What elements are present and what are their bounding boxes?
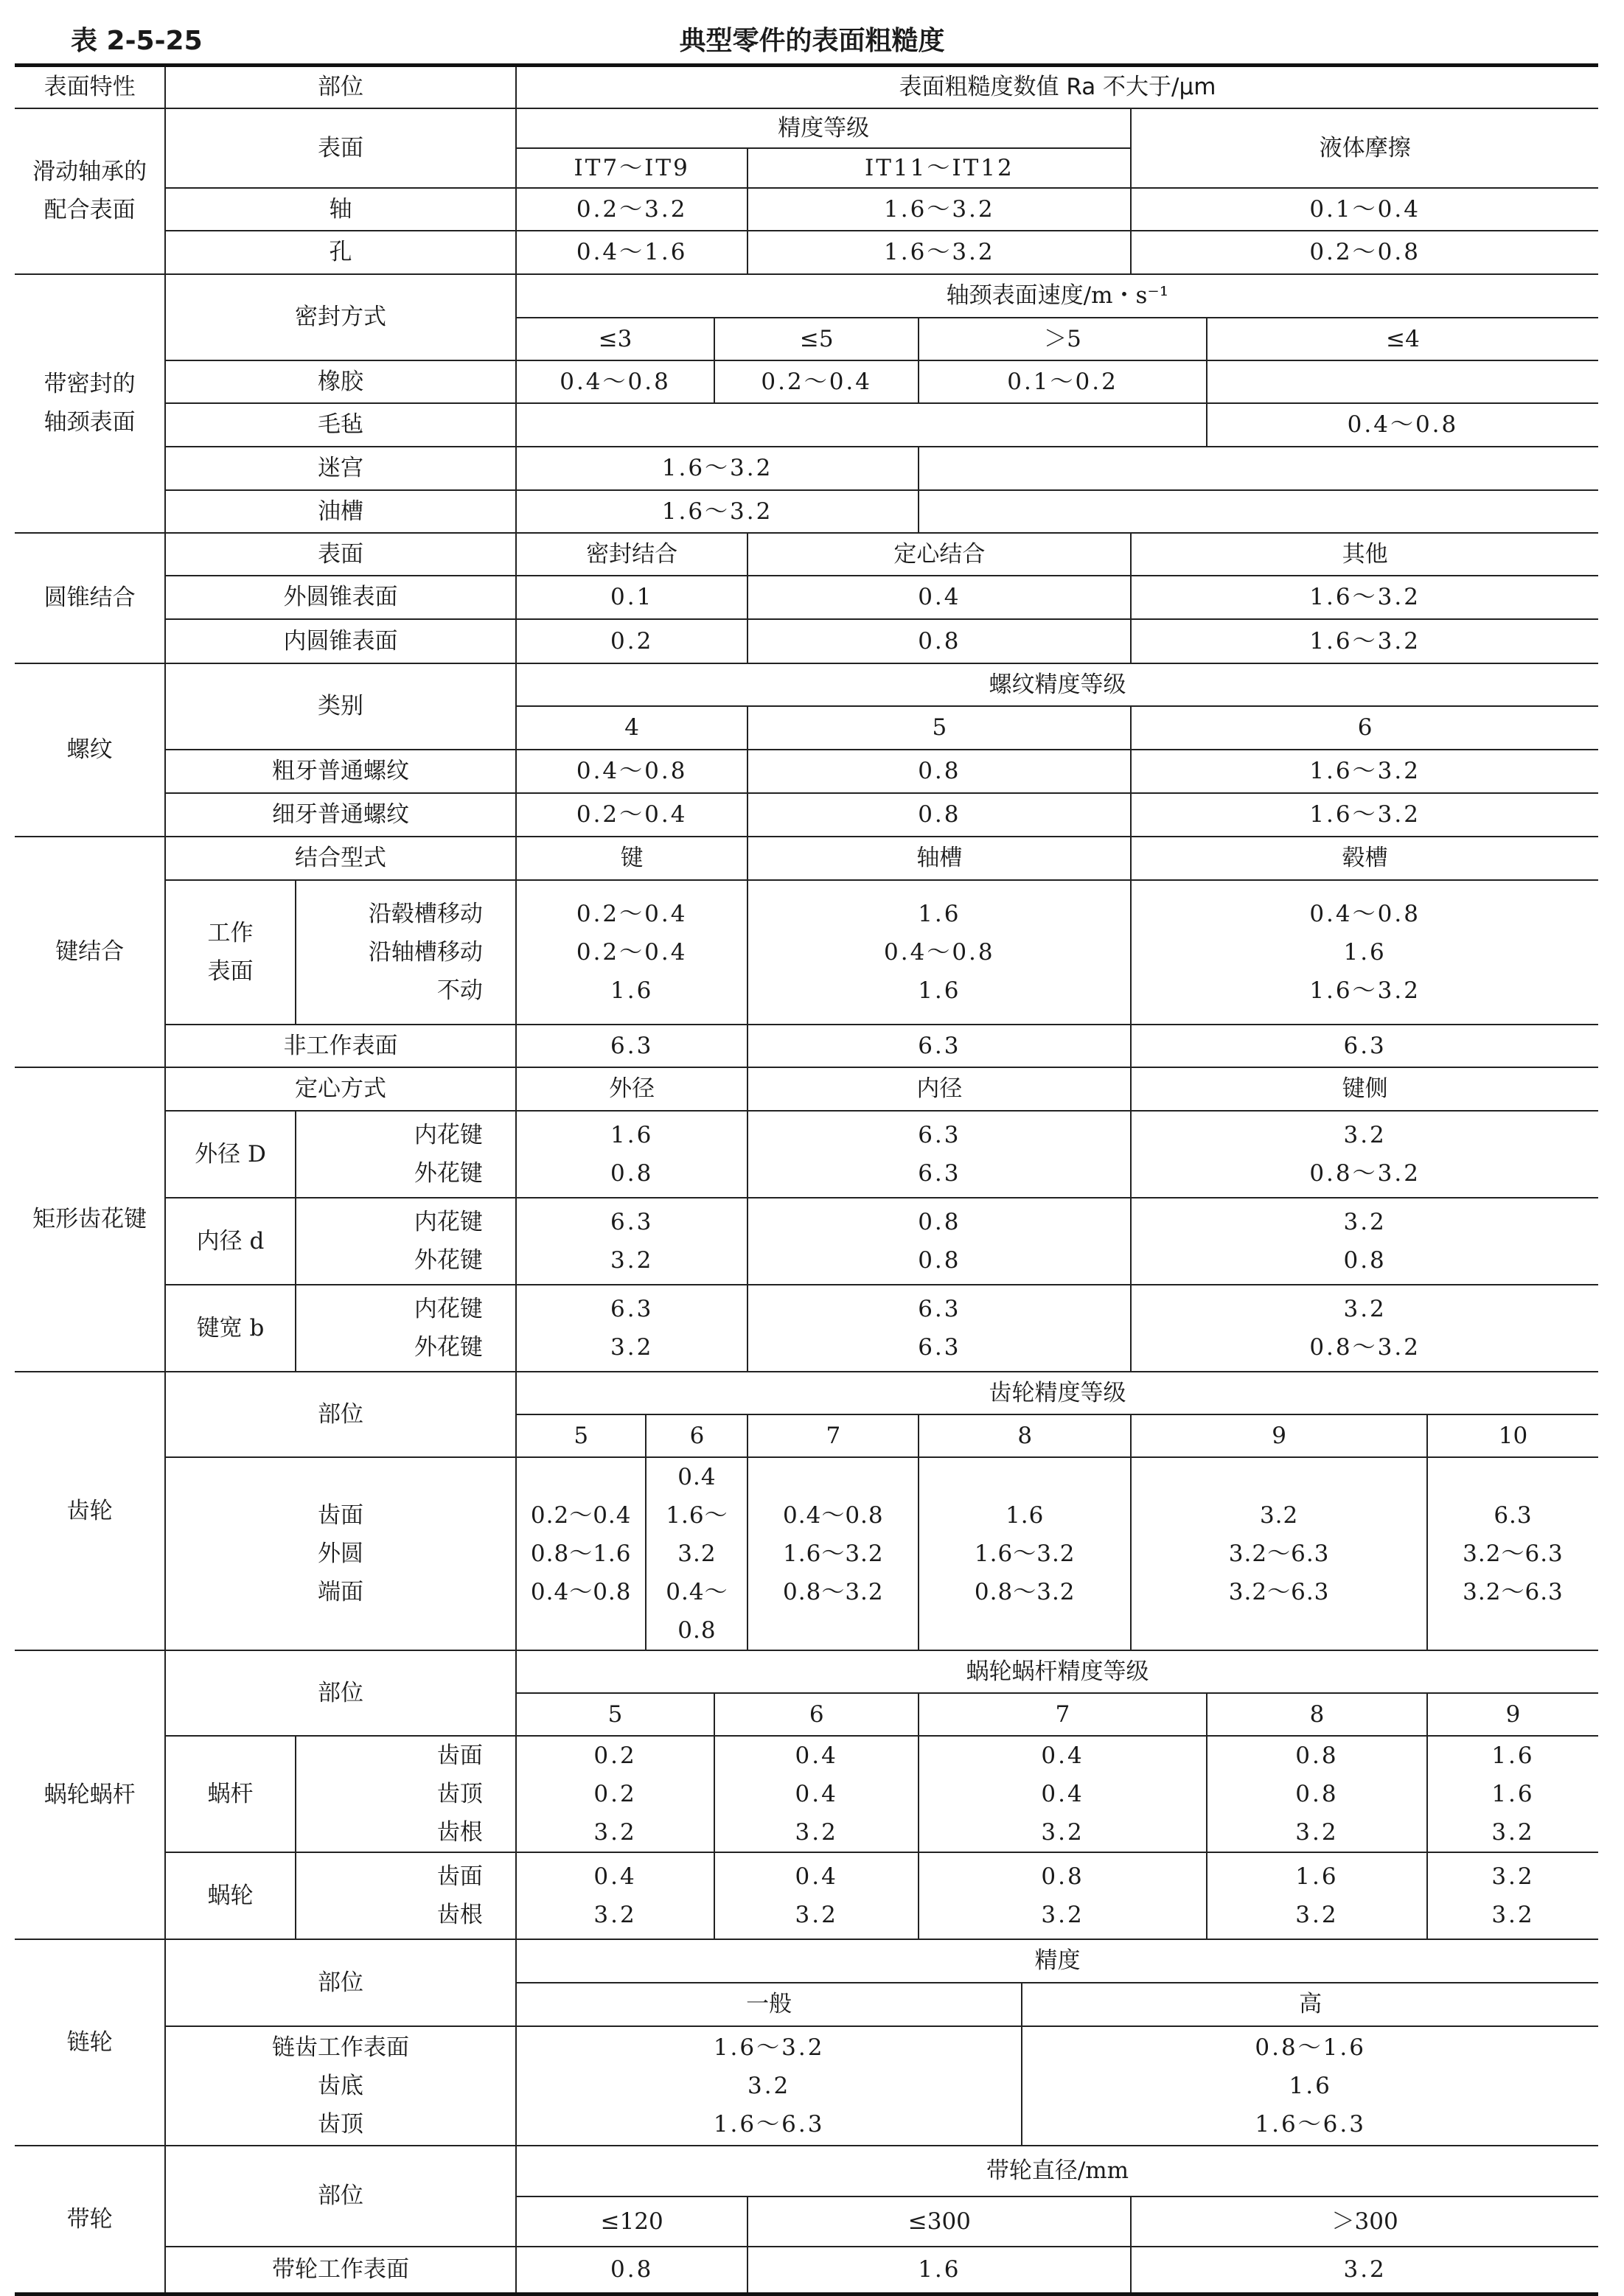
row-label: 橡胶 [165, 360, 516, 403]
table-row [15, 1736, 1598, 1852]
col-header: 轴槽 [747, 837, 1131, 880]
value-cell: 0.8 0.8 [747, 1198, 1131, 1285]
value-cell: 0.2 [516, 619, 748, 663]
col-header: 5 [516, 1693, 714, 1736]
row-label: 部位 [165, 1372, 516, 1457]
value-cell: 1.6～3.2 [1131, 576, 1598, 619]
row-label: 细牙普通螺纹 [165, 793, 516, 837]
category-pulley: 带轮 [15, 2146, 165, 2295]
col-header: 轴颈表面速度/m・s⁻¹ [516, 274, 1598, 318]
value-cell: 1.6～3.2 [1131, 793, 1598, 837]
table-row [15, 2026, 1598, 2146]
value-cell: 1.6～3.2 [1131, 750, 1598, 793]
value-cell: 0.4～1.6 [516, 231, 748, 274]
table-row [15, 1285, 1598, 1372]
value-cell: 0.4～0.8 1.6 1.6～3.2 [1131, 880, 1598, 1025]
value-cell: 0.8 [747, 750, 1131, 793]
col-header: 5 [516, 1414, 647, 1457]
value-cell: 0.4 1.6～3.2 0.4～0.8 [646, 1457, 747, 1650]
row-label: 孔 [165, 231, 516, 274]
table-row [15, 1198, 1598, 1285]
row-label: 结合型式 [165, 837, 516, 880]
table-row [15, 403, 1598, 447]
header-row [15, 66, 1598, 108]
category-thread: 螺纹 [15, 663, 165, 837]
empty-cell [1207, 360, 1598, 403]
value-cell: 6.3 [516, 1025, 748, 1067]
value-cell: 6.3 [1131, 1025, 1598, 1067]
value-cell: 3.2 3.2～6.3 3.2～6.3 [1131, 1457, 1427, 1650]
value-cell: 3.2 0.8～3.2 [1131, 1111, 1598, 1198]
col-header: IT11～IT12 [747, 148, 1131, 188]
col-header: ≤120 [516, 2196, 748, 2247]
col-header: 6 [646, 1414, 747, 1457]
row-label: 链齿工作表面 齿底 齿顶 [165, 2026, 516, 2146]
row-label: 部位 [165, 1650, 516, 1736]
table-row [15, 447, 1598, 490]
row-label: 齿面 外圆 端面 [165, 1457, 516, 1650]
header-roughness: 表面粗糙度数值 Ra 不大于/μm [516, 66, 1598, 108]
category-sliding-bearing: 滑动轴承的 配合表面 [15, 108, 165, 274]
col-header: 螺纹精度等级 [516, 663, 1598, 706]
table-row [15, 2247, 1598, 2295]
empty-cell [919, 447, 1598, 490]
row-label: 部位 [165, 2146, 516, 2247]
table-title: 典型零件的表面粗糙度 [679, 26, 945, 56]
col-header: 8 [919, 1414, 1131, 1457]
col-header: ＞300 [1131, 2196, 1598, 2247]
empty-cell [919, 490, 1598, 533]
value-cell: 0.2～0.4 [516, 793, 748, 837]
table-row [15, 1457, 1598, 1650]
value-cell: 0.2～3.2 [516, 188, 748, 231]
col-header: ≤5 [714, 318, 919, 360]
value-cell: 0.4～0.8 [1207, 403, 1598, 447]
col-header: ＞5 [919, 318, 1207, 360]
row-label: 蜗轮 [165, 1852, 296, 1939]
row-label: 内圆锥表面 [165, 619, 516, 663]
table-row [15, 490, 1598, 533]
table-row [15, 576, 1598, 619]
row-label: 粗牙普通螺纹 [165, 750, 516, 793]
header-part: 部位 [165, 66, 516, 108]
table-row [15, 188, 1598, 231]
empty-cell [516, 403, 1207, 447]
value-cell: 1.6～3.2 [747, 188, 1131, 231]
row-label: 非工作表面 [165, 1025, 516, 1067]
table-row [15, 1939, 1598, 1983]
value-cell: 1.6～3.2 [516, 447, 919, 490]
table-row [15, 750, 1598, 793]
col-header: 齿轮精度等级 [516, 1372, 1598, 1414]
col-header: 蜗轮蜗杆精度等级 [516, 1650, 1598, 1693]
table-row [15, 231, 1598, 274]
table-row [15, 619, 1598, 663]
row-label: 内花键 外花键 [296, 1111, 516, 1198]
value-cell: 0.1～0.2 [919, 360, 1207, 403]
col-header: 内径 [747, 1067, 1131, 1111]
col-header: 7 [747, 1414, 919, 1457]
row-label: 带轮工作表面 [165, 2247, 516, 2295]
col-header: ≤300 [747, 2196, 1131, 2247]
table-row [15, 837, 1598, 880]
value-cell: 0.4～0.8 [516, 750, 748, 793]
value-cell: 0.4 3.2 [714, 1852, 919, 1939]
col-header: 液体摩擦 [1131, 108, 1598, 188]
value-cell: 6.3 6.3 [747, 1285, 1131, 1372]
table-row [15, 533, 1598, 576]
table-row [15, 663, 1598, 706]
table-row [15, 793, 1598, 837]
col-header: 键 [516, 837, 748, 880]
value-cell: 0.2～0.8 [1131, 231, 1598, 274]
table-row [15, 360, 1598, 403]
col-header: 6 [714, 1693, 919, 1736]
table-row [15, 1372, 1598, 1414]
value-cell: 0.8 [516, 2247, 748, 2295]
col-header: IT7～IT9 [516, 148, 748, 188]
value-cell: 0.1～0.4 [1131, 188, 1598, 231]
row-label: 键宽 b [165, 1285, 296, 1372]
roughness-table [15, 63, 1598, 2296]
col-header: 4 [516, 706, 748, 750]
row-label: 蜗杆 [165, 1736, 296, 1852]
col-header: 9 [1427, 1693, 1598, 1736]
row-label: 表面 [165, 108, 516, 188]
value-cell: 3.2 0.8～3.2 [1131, 1285, 1598, 1372]
col-header: 毂槽 [1131, 837, 1598, 880]
value-cell: 6.3 [747, 1025, 1131, 1067]
row-label: 外圆锥表面 [165, 576, 516, 619]
row-label: 轴 [165, 188, 516, 231]
value-cell: 1.6 1.6 3.2 [1427, 1736, 1598, 1852]
row-label: 油槽 [165, 490, 516, 533]
value-cell: 0.2 0.2 3.2 [516, 1736, 714, 1852]
col-header: 8 [1207, 1693, 1427, 1736]
col-header: 密封结合 [516, 533, 748, 576]
value-cell: 1.6～3.2 3.2 1.6～6.3 [516, 2026, 1022, 2146]
table-row [15, 880, 1598, 1025]
value-cell: 1.6～3.2 [747, 231, 1131, 274]
category-gear: 齿轮 [15, 1372, 165, 1650]
value-cell: 0.8～1.6 1.6 1.6～6.3 [1022, 2026, 1598, 2146]
value-cell: 6.3 3.2 [516, 1198, 748, 1285]
category-cone: 圆锥结合 [15, 533, 165, 663]
row-label: 内径 d [165, 1198, 296, 1285]
row-label: 内花键 外花键 [296, 1285, 516, 1372]
value-cell: 0.2～0.4 [714, 360, 919, 403]
table-row [15, 1111, 1598, 1198]
col-header: 10 [1427, 1414, 1598, 1457]
value-cell: 0.4～0.8 [516, 360, 714, 403]
table-row [15, 1025, 1598, 1067]
col-header: ≤4 [1207, 318, 1598, 360]
table-row [15, 2146, 1598, 2196]
value-cell: 0.1 [516, 576, 748, 619]
col-header: 键侧 [1131, 1067, 1598, 1111]
value-cell: 1.6～3.2 [516, 490, 919, 533]
row-label: 部位 [165, 1939, 516, 2026]
value-cell: 6.3 3.2～6.3 3.2～6.3 [1427, 1457, 1598, 1650]
value-cell: 6.3 6.3 [747, 1111, 1131, 1198]
table-row [15, 1067, 1598, 1111]
value-cell: 3.2 0.8 [1131, 1198, 1598, 1285]
value-cell: 0.8 [747, 619, 1131, 663]
row-label: 表面 [165, 533, 516, 576]
col-header: 6 [1131, 706, 1598, 750]
col-header: 7 [919, 1693, 1207, 1736]
value-cell: 0.4 [747, 576, 1131, 619]
row-label: 沿毂槽移动 沿轴槽移动 不动 [296, 880, 516, 1025]
row-label: 工作 表面 [165, 880, 296, 1025]
row-label: 定心方式 [165, 1067, 516, 1111]
col-header: 精度等级 [516, 108, 1131, 148]
row-label: 外径 D [165, 1111, 296, 1198]
row-label: 类别 [165, 663, 516, 750]
col-header: 其他 [1131, 533, 1598, 576]
value-cell: 0.4 3.2 [516, 1852, 714, 1939]
col-header: 一般 [516, 1983, 1022, 2026]
row-label: 齿面 齿顶 齿根 [296, 1736, 516, 1852]
value-cell: 0.2～0.4 0.8～1.6 0.4～0.8 [516, 1457, 647, 1650]
row-label: 迷宫 [165, 447, 516, 490]
value-cell: 0.4～0.8 1.6～3.2 0.8～3.2 [747, 1457, 919, 1650]
table-row [15, 108, 1598, 148]
value-cell: 1.6～3.2 [1131, 619, 1598, 663]
category-sprocket: 链轮 [15, 1939, 165, 2146]
col-header: 5 [747, 706, 1131, 750]
value-cell: 1.6 0.8 [516, 1111, 748, 1198]
table-number: 表 2-5-25 [71, 26, 203, 56]
col-header: 精度 [516, 1939, 1598, 1983]
value-cell: 3.2 [1131, 2247, 1598, 2295]
row-label: 齿面 齿根 [296, 1852, 516, 1939]
value-cell: 6.3 3.2 [516, 1285, 748, 1372]
row-label: 毛毡 [165, 403, 516, 447]
row-label: 密封方式 [165, 274, 516, 360]
value-cell: 0.8 0.8 3.2 [1207, 1736, 1427, 1852]
category-spline: 矩形齿花键 [15, 1067, 165, 1372]
category-key: 键结合 [15, 837, 165, 1067]
col-header: 9 [1131, 1414, 1427, 1457]
table-row [15, 1852, 1598, 1939]
value-cell: 0.4 0.4 3.2 [714, 1736, 919, 1852]
header-surface-characteristic: 表面特性 [15, 66, 165, 108]
value-cell: 3.2 3.2 [1427, 1852, 1598, 1939]
col-header: 带轮直径/mm [516, 2146, 1598, 2196]
value-cell: 0.8 3.2 [919, 1852, 1207, 1939]
category-worm-gear: 蜗轮蜗杆 [15, 1650, 165, 1939]
col-header: 外径 [516, 1067, 748, 1111]
value-cell: 0.2～0.4 0.2～0.4 1.6 [516, 880, 748, 1025]
col-header: 定心结合 [747, 533, 1131, 576]
value-cell: 1.6 1.6～3.2 0.8～3.2 [919, 1457, 1131, 1650]
value-cell: 1.6 [747, 2247, 1131, 2295]
value-cell: 0.8 [747, 793, 1131, 837]
table-row [15, 274, 1598, 318]
category-sealed-journal: 带密封的 轴颈表面 [15, 274, 165, 533]
value-cell: 1.6 0.4～0.8 1.6 [747, 880, 1131, 1025]
row-label: 内花键 外花键 [296, 1198, 516, 1285]
col-header: 高 [1022, 1983, 1598, 2026]
value-cell: 0.4 0.4 3.2 [919, 1736, 1207, 1852]
value-cell: 1.6 3.2 [1207, 1852, 1427, 1939]
col-header: ≤3 [516, 318, 714, 360]
table-row [15, 1650, 1598, 1693]
